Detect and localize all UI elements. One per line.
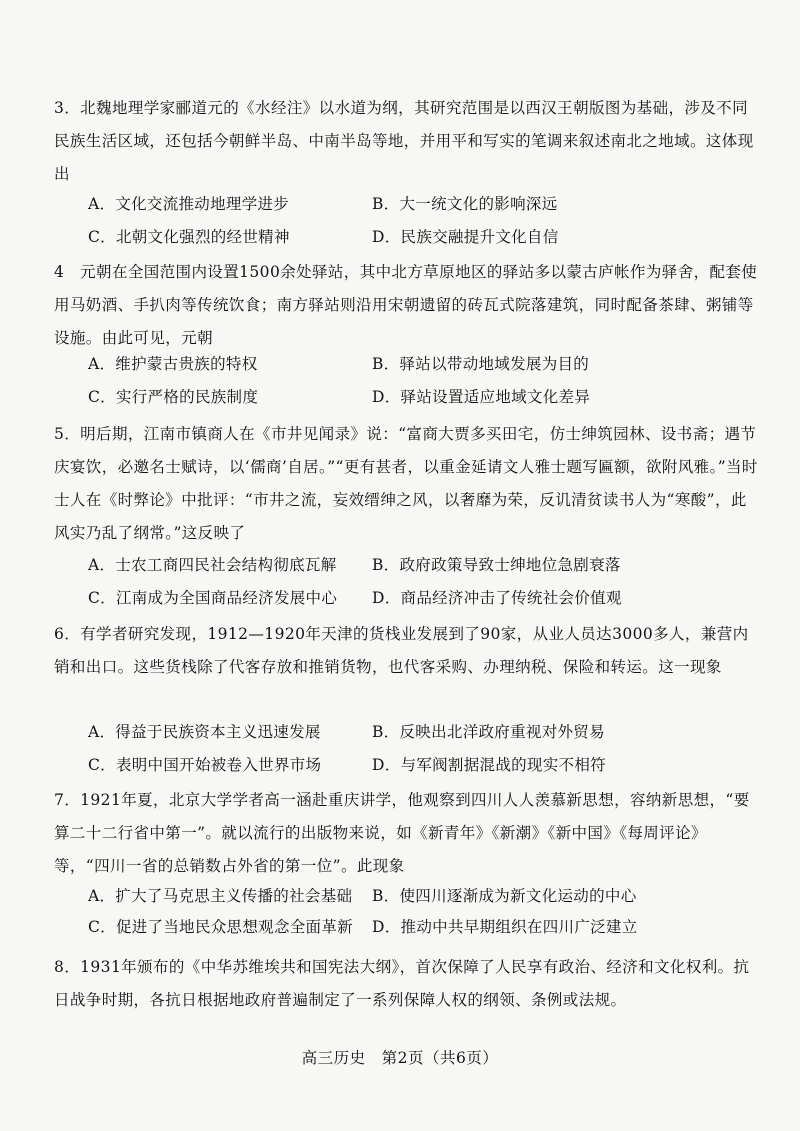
- question-3-option-d: D．民族交融提升文化自信: [372, 228, 559, 246]
- question-7-option-b: B．使四川逐渐成为新文化运动的中心: [372, 887, 637, 905]
- question-5-option-c: C．江南成为全国商品经济发展中心: [88, 589, 338, 607]
- question-7-option-d: D．推动中共早期组织在四川广泛建立: [372, 918, 638, 936]
- question-4-stem: 4 元朝在全国范围内设置1500余处驿站，其中北方草原地区的驿站多以蒙古庐帐作为驿舍，配套使用马奶酒、手扒肉等传统饮食；南方驿站则沿用宋朝遗留的砖瓦式院落建筑，同时配备茶肆、粥铺等设施。由此可见，元朝: [54, 263, 758, 347]
- question-8-stem: 8．1931年颁布的《中华苏维埃共和国宪法大纲》，首次保障了人民享有政治、经济和文化权利。抗日战争时期，各抗日根据地政府普遍制定了一系列保障人权的纲领、条例或法规。: [54, 958, 750, 1009]
- question-3-option-c: C．北朝文化强烈的经世精神: [88, 228, 290, 246]
- question-4-option-c: C．实行严格的民族制度: [88, 388, 259, 406]
- question-6-option-d: D．与军阀割据混战的现实不相符: [372, 756, 606, 774]
- question-5-option-b: B．政府政策导致士绅地位急剧衰落: [372, 556, 621, 574]
- question-6-option-c: C．表明中国开始被卷入世界市场: [88, 756, 322, 774]
- question-4-option-a: A．维护蒙古贵族的特权: [88, 355, 258, 373]
- question-4-option-b: B．驿站以带动地域发展为目的: [372, 355, 590, 373]
- question-3-option-b: B．大一统文化的影响深远: [372, 195, 558, 213]
- question-5-stem: 5．明后期，江南市镇商人在《市井见闻录》说：“富商大贾多买田宅，仿士绅筑园林、设书斋；遇节庆宴饮，必邀名士赋诗，以‘儒商’自居。”“更有甚者，以重金延请文人雅士题写匾额，欲附风雅。”当时士人在《时弊论》中批评：“市井之流，妄效缙绅之风，以奢靡为荣，反讥清贫读书人为“寒酸”，此风实乃乱了纲常。”这反映了: [54, 425, 758, 542]
- question-3-option-a: A．文化交流推动地理学进步: [88, 195, 290, 213]
- question-3-stem: 3．北魏地理学家郦道元的《水经注》以水道为纲，其研究范围是以西汉王朝版图为基础，涉及不同民族生活区域，还包括今朝鲜半岛、中南半岛等地，并用平和写实的笔调来叙述南北之地域。这体现出: [54, 99, 754, 183]
- question-5-option-a: A．士农工商四民社会结构彻底瓦解: [88, 556, 337, 574]
- question-7-option-c: C．促进了当地民众思想观念全面革新: [88, 918, 353, 936]
- page-footer: 高三历史 第2页（共6页）: [301, 1049, 499, 1067]
- question-6-stem: 6．有学者研究发现，1912—1920年天津的货栈业发展到了90家，从业人员达3000多人，兼营内销和出口。这些货栈除了代客存放和推销货物，也代客采购、办理纳税、保险和转运。这一现象: [54, 625, 749, 676]
- question-4-option-d: D．驿站设置适应地域文化差异: [372, 388, 591, 406]
- question-5-option-d: D．商品经济冲击了传统社会价值观: [372, 589, 622, 607]
- question-6-option-a: A．得益于民族资本主义迅速发展: [88, 723, 321, 741]
- question-7-option-a: A．扩大了马克思主义传播的社会基础: [88, 887, 353, 905]
- question-6-option-b: B．反映出北洋政府重视对外贸易: [372, 723, 605, 741]
- question-7-stem: 7．1921年夏，北京大学学者高一涵赴重庆讲学，他观察到四川人人羡慕新思想，容纳新思想，“要算二十二行省中第一”。就以流行的出版物来说，如《新青年》《新潮》《新中国》《每周评论》等，“四川一省的总销数占外省的第一位”。此现象: [54, 791, 750, 875]
